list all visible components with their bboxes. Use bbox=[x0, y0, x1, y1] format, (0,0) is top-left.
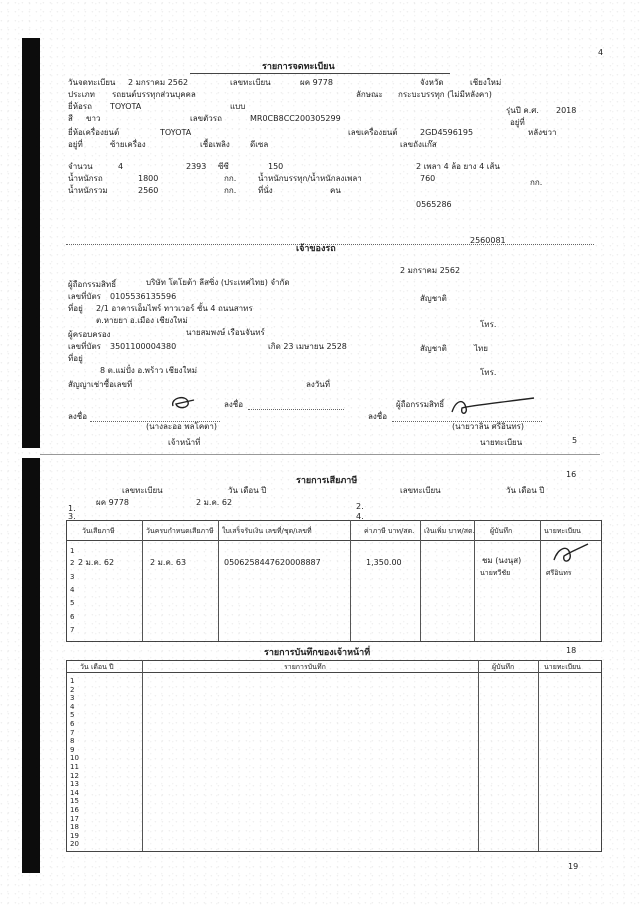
total-label: น้ำหนักรวม bbox=[68, 186, 108, 195]
plate-label: เลขทะเบียน bbox=[230, 78, 271, 87]
registrar-role: นายทะเบียน bbox=[480, 438, 523, 447]
possessor-nat-label: สัญชาติ bbox=[420, 344, 447, 353]
tax-title: รายการเสียภาษี bbox=[296, 476, 358, 486]
misc-number: 0565286 bbox=[416, 200, 452, 209]
notes-header-0: วัน เดือน ปี bbox=[80, 663, 114, 671]
address-line1: 2/1 อาคารเอ็มไพร์ ทาวเวอร์ ชั้น 4 ถนนสาทร bbox=[96, 304, 253, 313]
weight-unit: กก. bbox=[224, 174, 237, 183]
possessor-name: นายสมพงษ์ เรือนจันทร์ bbox=[186, 328, 265, 337]
sign-label-left: ลงชื่อ bbox=[68, 412, 88, 421]
sheet-divider bbox=[40, 454, 600, 455]
tax-row-recorder-2: นายทวีชัย bbox=[480, 569, 511, 577]
tax-rownum-7: 7 bbox=[70, 626, 75, 634]
tax-col-plate-1: เลขทะเบียน bbox=[122, 486, 163, 495]
tax-rownum-1: 1 bbox=[70, 547, 75, 555]
notes-rownum: 11 bbox=[70, 763, 79, 771]
chassis: MR0CB8CC200305299 bbox=[250, 114, 341, 123]
type: รถยนต์บรรทุกส่วนบุคคล bbox=[112, 90, 196, 99]
tax-col-sep-6 bbox=[540, 520, 541, 641]
notes-page-number: 18 bbox=[566, 646, 577, 655]
notes-rownum: 9 bbox=[70, 745, 75, 754]
tax-col-sep-2 bbox=[218, 520, 219, 641]
notes-rownum: 18 bbox=[70, 823, 79, 832]
color-label: สี bbox=[68, 114, 73, 123]
tax-n4: 4. bbox=[356, 512, 364, 521]
notes-rownum: 5 bbox=[70, 711, 75, 720]
notes-header-3: นายทะเบียน bbox=[544, 663, 581, 671]
notes-rownum: 10 bbox=[70, 754, 79, 763]
notes-rownum: 12 bbox=[70, 771, 79, 780]
province: เชียงใหม่ bbox=[470, 78, 502, 87]
notes-title: รายการบันทึกของเจ้าหน้าที่ bbox=[264, 648, 371, 658]
tax-row-date: 2 ม.ค. 62 bbox=[78, 558, 115, 567]
reg-date-label: วันจดทะเบียน bbox=[68, 78, 116, 87]
engine-no-label: เลขเครื่องยนต์ bbox=[348, 128, 398, 137]
tax-header-2: ใบเสร็จรับเงิน เลขที่/ชุด/เลขที่ bbox=[222, 527, 312, 535]
chassis-label: เลขตัวรถ bbox=[190, 114, 222, 123]
address-line2: ต.หายยา อ.เมือง เชียงใหม่ bbox=[96, 316, 188, 325]
tax-rownum-3: 3 bbox=[70, 573, 75, 581]
possessor-dob: เกิด 23 เมษายน 2528 bbox=[268, 342, 347, 351]
owner-name-label: ผู้ถือกรรมสิทธิ์ bbox=[68, 280, 117, 289]
load-unit: กก. bbox=[530, 178, 543, 187]
kind-label: ลักษณะ bbox=[356, 90, 383, 99]
horsepower: 150 bbox=[268, 162, 284, 171]
possessor-address: 8 ต.แม่ปั๋ง อ.พร้าว เชียงใหม่ bbox=[100, 366, 197, 375]
notes-rownum: 14 bbox=[70, 788, 79, 797]
province-label: จังหวัด bbox=[420, 78, 444, 87]
location: หลังขวา bbox=[528, 128, 557, 137]
tax-n2: 2. bbox=[356, 502, 364, 511]
tax-page-number: 16 bbox=[566, 470, 577, 479]
tax-table-header-line bbox=[66, 540, 601, 541]
contract-date-label: ลงวันที่ bbox=[306, 380, 331, 389]
officer-role: เจ้าหน้าที่ bbox=[168, 438, 201, 447]
address-label: ที่อยู่ bbox=[68, 304, 83, 313]
tax-header-1: วันครบกำหนดเสียภาษี bbox=[146, 527, 214, 535]
notes-rownum: 2 bbox=[70, 685, 75, 694]
engine-location: ซ้ายเครื่อง bbox=[110, 140, 146, 149]
officer-sign-line bbox=[248, 409, 344, 410]
notes-header-2: ผู้บันทึก bbox=[492, 663, 515, 671]
year: 2018 bbox=[556, 106, 577, 115]
tax-row1-plate: ผค 9778 bbox=[96, 498, 129, 507]
cc: 2393 bbox=[186, 162, 207, 171]
possessor-nat: ไทย bbox=[474, 344, 488, 353]
model-label: แบบ bbox=[230, 102, 246, 111]
tax-row1-date: 2 ม.ค. 62 bbox=[196, 498, 233, 507]
notes-rownum: 17 bbox=[70, 814, 79, 823]
type-label: ประเภท bbox=[68, 90, 95, 99]
notes-rownum: 3 bbox=[70, 694, 75, 703]
engine-brand-label: ยี่ห้อเครื่องยนต์ bbox=[68, 128, 120, 137]
gas-label: เลขถังแก๊ส bbox=[400, 140, 437, 149]
cc-label: ซีซี bbox=[218, 162, 229, 171]
notes-rownum: 6 bbox=[70, 720, 75, 728]
location-engine-label: อยู่ที่ bbox=[68, 140, 83, 149]
notes-rownum: 13 bbox=[70, 780, 79, 789]
contract-label: สัญญาเช่าซื้อเลขที่ bbox=[68, 380, 133, 389]
tax-row-amount: 1,350.00 bbox=[366, 558, 402, 567]
kind: กระบะบรรทุก (ไม่มีหลังคา) bbox=[398, 90, 492, 99]
notes-col-sep-2 bbox=[478, 660, 479, 851]
tax-rownum-6: 6 bbox=[70, 613, 75, 621]
tax-registrar-signature bbox=[548, 540, 592, 568]
possessor-id: 3501100004380 bbox=[110, 342, 177, 351]
officer-name: (นางละออ พลโคตา) bbox=[146, 422, 217, 431]
location-label: อยู่ที่ bbox=[510, 118, 525, 127]
total-unit: กก. bbox=[224, 186, 237, 195]
owner-title: เจ้าของรถ bbox=[296, 244, 336, 254]
tax-col-date-2: วัน เดือน ปี bbox=[506, 486, 545, 495]
load-label: น้ำหนักบรรทุก/น้ำหนักลงเพลา bbox=[258, 174, 362, 183]
tax-header-5: ผู้บันทึก bbox=[490, 527, 513, 535]
title-underline bbox=[190, 73, 450, 74]
load: 760 bbox=[420, 174, 436, 183]
tax-header-3: ค่าภาษี บาท/สต. bbox=[364, 527, 415, 535]
officer-signature bbox=[168, 392, 198, 412]
tax-table bbox=[66, 520, 602, 642]
owner-date: 2 มกราคม 2562 bbox=[400, 266, 461, 275]
sign-label-right: ลงชื่อ bbox=[368, 412, 388, 421]
weight-label: น้ำหนักรถ bbox=[68, 174, 103, 183]
nationality-label: สัญชาติ bbox=[420, 294, 447, 303]
axle-info: 2 เพลา 4 ล้อ ยาง 4 เส้น bbox=[416, 162, 500, 171]
registration-title: รายการจดทะเบียน bbox=[262, 62, 335, 72]
brand: TOYOTA bbox=[110, 102, 142, 111]
total-weight: 2560 bbox=[138, 186, 159, 195]
tax-row-recorder: ชม (นงนุส) bbox=[482, 556, 522, 565]
scan-edge-top bbox=[22, 38, 40, 448]
tax-rownum-2: 2 bbox=[70, 559, 75, 567]
weight: 1800 bbox=[138, 174, 159, 183]
tax-n1: 1. bbox=[68, 504, 76, 513]
registrar-name: (นายวาลิน ศรีอินทร) bbox=[452, 422, 525, 431]
tax-header-0: วันเสียภาษี bbox=[82, 527, 115, 535]
notes-rownum: 8 bbox=[70, 737, 75, 746]
tax-col-sep-4 bbox=[420, 520, 421, 641]
count-label: จำนวน bbox=[68, 162, 93, 171]
tax-n3: 3. bbox=[68, 512, 76, 521]
page-mark-5: 5 bbox=[572, 436, 578, 445]
phone-label-1: โทร. bbox=[480, 320, 497, 329]
notes-rownum: 20 bbox=[70, 840, 79, 849]
registrar-signature bbox=[448, 394, 538, 420]
engine-no: 2GD4596195 bbox=[420, 128, 474, 137]
notes-table bbox=[66, 660, 602, 852]
brand-label: ยี่ห้อรถ bbox=[68, 102, 92, 111]
officer-sign-label: ลงชื่อ bbox=[224, 400, 244, 409]
reg-date: 2 มกราคม 2562 bbox=[128, 78, 189, 87]
fuel: ดีเซล bbox=[250, 140, 269, 149]
notes-col-sep-1 bbox=[142, 660, 143, 851]
tax-header-6: นายทะเบียน bbox=[544, 527, 581, 535]
cylinders: 4 bbox=[118, 162, 124, 171]
engine-brand: TOYOTA bbox=[160, 128, 192, 137]
notes-footer-number: 19 bbox=[568, 862, 579, 871]
owner-name: บริษัท โตโยต้า ลีสซิ่ง (ประเทศไทย) จำกัด bbox=[146, 278, 290, 287]
color: ขาว bbox=[86, 114, 101, 123]
tax-rownum-5: 5 bbox=[70, 599, 75, 607]
tax-col-date-1: วัน เดือน ปี bbox=[228, 486, 267, 495]
notes-rownum: 7 bbox=[70, 728, 75, 737]
fuel-label: เชื้อเพลิง bbox=[200, 140, 230, 149]
possessor-address-label: ที่อยู่ bbox=[68, 354, 83, 363]
tax-col-sep-3 bbox=[350, 520, 351, 641]
owner-id: 0105536135596 bbox=[110, 292, 177, 301]
notes-header-1: รายการบันทึก bbox=[284, 663, 326, 671]
owner-serial: 2560081 bbox=[470, 236, 506, 245]
owner-sign-label: ผู้ถือกรรมสิทธิ์ bbox=[396, 400, 445, 409]
notes-rownum: 4 bbox=[70, 702, 75, 711]
notes-rownum: 1 bbox=[70, 677, 75, 685]
tax-col-sep-5 bbox=[474, 520, 475, 641]
tax-row-due: 2 ม.ค. 63 bbox=[150, 558, 187, 567]
notes-rownum: 19 bbox=[70, 831, 79, 840]
tax-rownum-4: 4 bbox=[70, 586, 75, 594]
notes-rownum: 16 bbox=[70, 806, 79, 814]
page-number: 4 bbox=[598, 48, 604, 57]
phone-label-2: โทร. bbox=[480, 368, 497, 377]
scan-edge-bottom bbox=[22, 458, 40, 873]
plate: ผค 9778 bbox=[300, 78, 333, 87]
possessor-label: ผู้ครอบครอง bbox=[68, 330, 111, 339]
tax-row-registrar: ศรีอินทร bbox=[546, 569, 572, 577]
notes-col-sep-3 bbox=[538, 660, 539, 851]
seat-unit: คน bbox=[330, 186, 341, 195]
year-label: รุ่นปี ค.ศ. bbox=[506, 106, 539, 115]
tax-col-plate-2: เลขทะเบียน bbox=[400, 486, 441, 495]
notes-table-header-line bbox=[66, 672, 601, 673]
owner-id-label: เลขที่บัตร bbox=[68, 292, 101, 301]
possessor-id-label: เลขที่บัตร bbox=[68, 342, 101, 351]
notes-rownum: 15 bbox=[70, 797, 79, 806]
tax-header-4: เงินเพิ่ม บาท/สต. bbox=[424, 527, 475, 535]
tax-col-sep-1 bbox=[142, 520, 143, 641]
tax-row-receipt: 0506258447620008887 bbox=[224, 558, 321, 567]
seat-label: ที่นั่ง bbox=[258, 186, 273, 195]
